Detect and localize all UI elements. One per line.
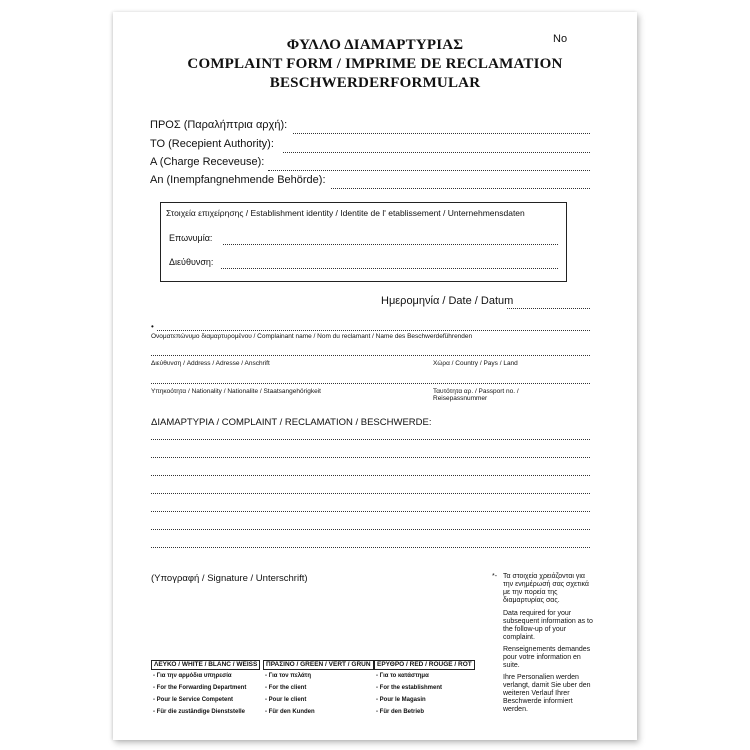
complainant-nationality-line[interactable] bbox=[151, 383, 590, 384]
recipient-pros-label: ΠΡΟΣ (Παραλήπτρια αρχή): bbox=[150, 119, 288, 131]
note-french: Renseignements demandes pour votre information en suite. bbox=[503, 646, 591, 669]
copy-white-line-1: - Για την αρμόδια υπηρεσία bbox=[153, 673, 232, 679]
complainant-name-label: Ονοματεπώνυμο διαμαρτυρομένου / Complainant name / Nom du reclamant / Name des Beschwerdeführenden bbox=[151, 333, 473, 340]
notes-star: *- bbox=[492, 573, 498, 580]
copy-red-line-1: - Για το κατάστημα bbox=[376, 673, 429, 679]
complaint-line-1[interactable] bbox=[151, 439, 590, 440]
complainant-bullet: • bbox=[151, 322, 154, 331]
copy-green-header: ΠΡΑΣΙΝΟ / GREEN / VERT / GRUN bbox=[263, 660, 374, 670]
date-label: Ημερομηνία / Date / Datum bbox=[381, 295, 514, 307]
establishment-address-line[interactable] bbox=[221, 268, 558, 269]
complaint-line-3[interactable] bbox=[151, 475, 590, 476]
establishment-address-label: Διεύθυνση: bbox=[169, 257, 214, 267]
complainant-nationality-label: Υπηκοότητα / Nationality / Nationalite / Staatsangehörigkeit bbox=[151, 388, 321, 395]
title-english-french: COMPLAINT FORM / IMPRIME DE RECLAMATION bbox=[187, 56, 563, 72]
copy-red-line-4: - Für den Betrieb bbox=[376, 709, 425, 715]
note-greek: Τα στοιχεία χρειάζονται για την ενημέρωσή σας σχετικά με την πορεία της διαμαρτυρίας σας. bbox=[503, 573, 589, 604]
copy-red-line-3: - Pour le Magasin bbox=[376, 697, 426, 703]
form-number-label: No bbox=[553, 33, 568, 45]
complainant-address-label: Διεύθυνση / Address / Adresse / Anschrift bbox=[151, 360, 270, 367]
copy-white-line-3: - Pour le Service Competent bbox=[153, 697, 234, 703]
copy-white-header: ΛΕΥΚΟ / WHITE / BLANC / WEISS bbox=[151, 660, 260, 670]
recipient-an-line[interactable] bbox=[331, 188, 590, 189]
complainant-passport-label-2: Reisepassnummer bbox=[433, 395, 488, 402]
establishment-name-line[interactable] bbox=[223, 244, 558, 245]
complaint-form-sheet bbox=[113, 12, 637, 740]
signature-label: (Υπογραφή / Signature / Unterschrift) bbox=[151, 573, 308, 584]
recipient-pros-line[interactable] bbox=[293, 133, 590, 134]
complaint-line-7[interactable] bbox=[151, 547, 590, 548]
recipient-a-label: A (Charge Receveuse): bbox=[150, 156, 265, 168]
complaint-line-6[interactable] bbox=[151, 529, 590, 530]
note-english: Data required for your subsequent information as to the follow-up of your complaint. bbox=[503, 610, 593, 641]
establishment-box bbox=[160, 202, 567, 282]
copy-green-line-3: - Pour le client bbox=[265, 697, 307, 703]
copy-green-line-4: - Für den Kunden bbox=[265, 709, 315, 715]
complaint-line-2[interactable] bbox=[151, 457, 590, 458]
establishment-heading: Στοιχεία επιχείρησης / Establishment identity / Identite de l' etablissement / Unternehmensdaten bbox=[166, 208, 525, 218]
copy-green-line-1: - Για τον πελάτη bbox=[265, 673, 312, 679]
complaint-line-5[interactable] bbox=[151, 511, 590, 512]
title-greek: ΦΥΛΛΟ ΔΙΑΜΑΡΤΥΡΙΑΣ bbox=[286, 37, 464, 53]
complaint-line-4[interactable] bbox=[151, 493, 590, 494]
complainant-name-line[interactable] bbox=[157, 330, 590, 331]
complaint-heading: ΔΙΑΜΑΡΤΥΡΙΑ / COMPLAINT / RECLAMATION / BESCHWERDE: bbox=[151, 417, 432, 428]
note-german: Ihre Personalien werden verlangt, damit Sie uber den weiteren Verlauf Ihrer Beschwerde informiert werden. bbox=[503, 674, 591, 713]
copy-red-line-2: - For the establishment bbox=[376, 685, 443, 691]
establishment-name-label: Επωνυμία: bbox=[169, 233, 213, 243]
copy-white-line-4: - Für die zuständige Dienststelle bbox=[153, 709, 246, 715]
complainant-passport-label: Ταυτότητα αρ. / Passport no. / bbox=[433, 388, 519, 395]
recipient-a-line[interactable] bbox=[268, 170, 590, 171]
copy-red-header: ΕΡΥΘΡΟ / RED / ROUGE / ROT bbox=[374, 660, 475, 670]
copy-white-line-2: - For the Forwarding Department bbox=[153, 685, 247, 691]
copy-green-line-2: - For the client bbox=[265, 685, 307, 691]
recipient-to-line[interactable] bbox=[283, 152, 590, 153]
recipient-an-label: An (Inempfangnehmende Behörde): bbox=[150, 174, 326, 186]
complainant-address-line[interactable] bbox=[151, 355, 590, 356]
recipient-to-label: TO (Recepient Authority): bbox=[150, 138, 274, 150]
date-line[interactable] bbox=[507, 308, 590, 309]
complainant-country-label: Χώρα / Country / Pays / Land bbox=[433, 360, 518, 367]
title-german: BESCHWERDERFORMULAR bbox=[269, 75, 481, 91]
